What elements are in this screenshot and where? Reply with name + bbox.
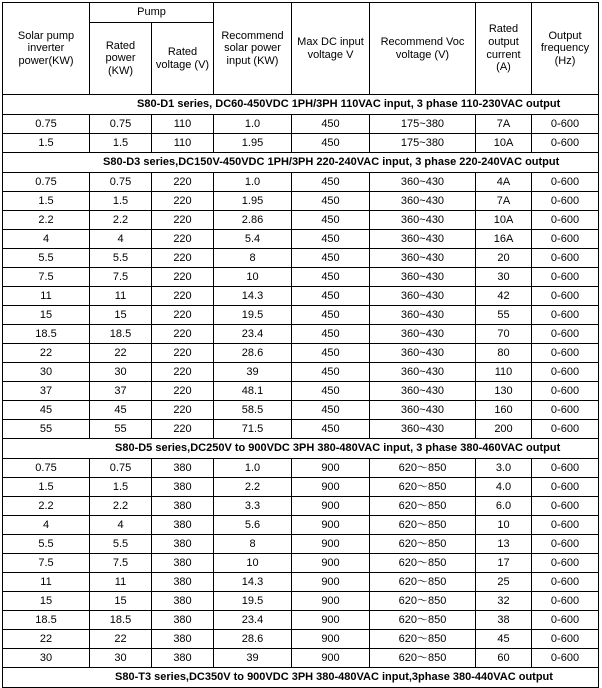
table-cell: 620～850 xyxy=(370,497,476,516)
table-cell: 450 xyxy=(292,287,370,306)
table-row xyxy=(3,173,599,192)
table-cell: 60 xyxy=(476,649,532,668)
table-cell: 380 xyxy=(152,649,214,668)
table-cell: 0.75 xyxy=(3,459,90,478)
table-cell: 5.6 xyxy=(214,516,292,535)
table-cell: 1.5 xyxy=(3,134,90,153)
table-cell: 58.5 xyxy=(214,401,292,420)
table-cell: 22 xyxy=(3,630,90,649)
table-cell: 380 xyxy=(152,459,214,478)
table-cell: 450 xyxy=(292,249,370,268)
header-recommend-voc: Recommend Voc voltage (V) xyxy=(370,3,476,95)
table-cell: 900 xyxy=(292,535,370,554)
table-cell: 0-600 xyxy=(532,401,599,420)
table-cell: 2.2 xyxy=(3,211,90,230)
table-cell: 4.0 xyxy=(476,478,532,497)
table-cell: 1.5 xyxy=(90,478,152,497)
table-cell: 0-600 xyxy=(532,592,599,611)
table-cell: 360~430 xyxy=(370,344,476,363)
table-cell: 25 xyxy=(476,573,532,592)
table-cell: 2.2 xyxy=(3,497,90,516)
table-cell: 8 xyxy=(214,249,292,268)
table-cell: 450 xyxy=(292,420,370,439)
table-cell: 30 xyxy=(90,649,152,668)
table-cell: 18.5 xyxy=(3,611,90,630)
table-cell: 0-600 xyxy=(532,230,599,249)
table-cell: 110 xyxy=(476,363,532,382)
table-cell: 0-600 xyxy=(532,611,599,630)
table-cell: 7.5 xyxy=(3,554,90,573)
table-cell: 1.5 xyxy=(90,134,152,153)
table-cell: 18.5 xyxy=(90,611,152,630)
table-cell: 620～850 xyxy=(370,611,476,630)
table-cell: 3.0 xyxy=(476,459,532,478)
section-header-row xyxy=(3,95,599,115)
table-cell: 380 xyxy=(152,611,214,630)
table-row xyxy=(3,649,599,668)
table-cell: 10A xyxy=(476,211,532,230)
table-cell: 620～850 xyxy=(370,459,476,478)
table-cell: 360~430 xyxy=(370,420,476,439)
table-row xyxy=(3,306,599,325)
table-row xyxy=(3,211,599,230)
table-cell: 380 xyxy=(152,630,214,649)
table-cell: 0-600 xyxy=(532,325,599,344)
table-cell: 450 xyxy=(292,401,370,420)
table-cell: 2.2 xyxy=(214,478,292,497)
table-cell: 450 xyxy=(292,115,370,134)
header-rated-voltage: Rated voltage (V) xyxy=(152,23,214,95)
table-cell: 450 xyxy=(292,134,370,153)
table-cell: 220 xyxy=(152,173,214,192)
section-header-row xyxy=(3,153,599,173)
table-cell: 450 xyxy=(292,173,370,192)
table-cell: 620～850 xyxy=(370,649,476,668)
table-cell: 0-600 xyxy=(532,363,599,382)
table-cell: 0-600 xyxy=(532,306,599,325)
section-header-row xyxy=(3,668,599,688)
table-cell: 13 xyxy=(476,535,532,554)
header-recommend-solar: Recommend solar power input (KW) xyxy=(214,3,292,95)
table-cell: 6.0 xyxy=(476,497,532,516)
table-cell: 110 xyxy=(152,115,214,134)
header-rated-power: Rated power (KW) xyxy=(90,23,152,95)
table-cell: 15 xyxy=(90,592,152,611)
table-cell: 0.75 xyxy=(3,115,90,134)
table-cell: 0-600 xyxy=(532,344,599,363)
table-cell: 10 xyxy=(214,554,292,573)
table-cell: 11 xyxy=(90,573,152,592)
table-cell: 5.5 xyxy=(90,249,152,268)
table-cell: 0-600 xyxy=(532,516,599,535)
table-cell: 0-600 xyxy=(532,268,599,287)
table-cell: 2.2 xyxy=(90,497,152,516)
table-cell: 0.75 xyxy=(90,115,152,134)
table-cell: 0-600 xyxy=(532,173,599,192)
table-cell: 1.0 xyxy=(214,115,292,134)
table-cell: 130 xyxy=(476,382,532,401)
table-cell: 620～850 xyxy=(370,535,476,554)
table-row xyxy=(3,287,599,306)
table-cell: 1.5 xyxy=(3,192,90,211)
table-cell: 380 xyxy=(152,554,214,573)
table-cell: 0-600 xyxy=(532,211,599,230)
table-cell: 380 xyxy=(152,592,214,611)
table-cell: 620～850 xyxy=(370,630,476,649)
table-cell: 23.4 xyxy=(214,611,292,630)
table-row xyxy=(3,134,599,153)
table-cell: 0.75 xyxy=(90,173,152,192)
table-cell: 220 xyxy=(152,382,214,401)
table-cell: 1.95 xyxy=(214,192,292,211)
table-row xyxy=(3,401,599,420)
table-cell: 900 xyxy=(292,497,370,516)
table-cell: 0-600 xyxy=(532,554,599,573)
table-cell: 5.5 xyxy=(90,535,152,554)
table-cell: 28.6 xyxy=(214,630,292,649)
table-cell: 16A xyxy=(476,230,532,249)
table-cell: 55 xyxy=(90,420,152,439)
table-cell: 220 xyxy=(152,363,214,382)
table-row xyxy=(3,325,599,344)
table-row xyxy=(3,363,599,382)
table-cell: 30 xyxy=(90,363,152,382)
table-cell: 160 xyxy=(476,401,532,420)
table-cell: 22 xyxy=(90,630,152,649)
table-cell: 360~430 xyxy=(370,249,476,268)
table-cell: 4 xyxy=(3,230,90,249)
table-cell: 71.5 xyxy=(214,420,292,439)
section-title: S80-T3 series,DC350V to 900VDC 3PH 380-480VAC input,3phase 380-440VAC output xyxy=(3,668,599,688)
table-cell: 5.4 xyxy=(214,230,292,249)
table-row xyxy=(3,630,599,649)
table-cell: 900 xyxy=(292,649,370,668)
table-cell: 360~430 xyxy=(370,287,476,306)
header-max-dc: Max DC input voltage V xyxy=(292,3,370,95)
table-cell: 10 xyxy=(476,516,532,535)
table-cell: 15 xyxy=(3,592,90,611)
table-cell: 30 xyxy=(476,268,532,287)
table-cell: 37 xyxy=(90,382,152,401)
table-cell: 380 xyxy=(152,516,214,535)
table-cell: 22 xyxy=(90,344,152,363)
table-cell: 450 xyxy=(292,306,370,325)
table-cell: 0-600 xyxy=(532,649,599,668)
table-cell: 5.5 xyxy=(3,535,90,554)
table-cell: 360~430 xyxy=(370,173,476,192)
table-cell: 175~380 xyxy=(370,115,476,134)
header-pump: Pump xyxy=(90,3,214,23)
header-inverter-power: Solar pump inverter power(KW) xyxy=(3,3,90,95)
table-cell: 900 xyxy=(292,516,370,535)
table-cell: 360~430 xyxy=(370,382,476,401)
table-cell: 17 xyxy=(476,554,532,573)
table-cell: 220 xyxy=(152,211,214,230)
table-cell: 42 xyxy=(476,287,532,306)
section-title: S80-D5 series,DC250V to 900VDC 3PH 380-480VAC input, 3 phase 380-460VAC output xyxy=(3,439,599,459)
table-cell: 360~430 xyxy=(370,211,476,230)
table-row xyxy=(3,249,599,268)
table-cell: 37 xyxy=(3,382,90,401)
table-cell: 0.75 xyxy=(3,173,90,192)
table-cell: 23.4 xyxy=(214,325,292,344)
table-cell: 4A xyxy=(476,173,532,192)
table-cell: 0-600 xyxy=(532,459,599,478)
table-cell: 0-600 xyxy=(532,630,599,649)
table-cell: 0-600 xyxy=(532,287,599,306)
table-cell: 1.5 xyxy=(3,478,90,497)
table-cell: 10 xyxy=(214,268,292,287)
header-rated-current: Rated output current (A) xyxy=(476,3,532,95)
table-cell: 38 xyxy=(476,611,532,630)
table-row xyxy=(3,192,599,211)
table-cell: 450 xyxy=(292,325,370,344)
table-cell: 1.0 xyxy=(214,459,292,478)
table-cell: 380 xyxy=(152,497,214,516)
table-cell: 55 xyxy=(3,420,90,439)
table-cell: 220 xyxy=(152,401,214,420)
table-row xyxy=(3,230,599,249)
table-cell: 110 xyxy=(152,134,214,153)
spec-table-body xyxy=(3,95,599,688)
table-row xyxy=(3,592,599,611)
table-cell: 0-600 xyxy=(532,134,599,153)
table-cell: 18.5 xyxy=(90,325,152,344)
table-cell: 11 xyxy=(3,573,90,592)
table-cell: 11 xyxy=(90,287,152,306)
table-cell: 450 xyxy=(292,382,370,401)
table-cell: 0-600 xyxy=(532,192,599,211)
table-cell: 360~430 xyxy=(370,230,476,249)
table-row xyxy=(3,382,599,401)
table-row xyxy=(3,516,599,535)
header-output-frequency: Output frequency (Hz) xyxy=(532,3,599,95)
table-cell: 1.5 xyxy=(90,192,152,211)
table-cell: 450 xyxy=(292,268,370,287)
table-cell: 450 xyxy=(292,192,370,211)
table-cell: 360~430 xyxy=(370,401,476,420)
table-cell: 220 xyxy=(152,344,214,363)
table-row xyxy=(3,497,599,516)
table-cell: 900 xyxy=(292,478,370,497)
table-cell: 220 xyxy=(152,420,214,439)
spec-table-container xyxy=(2,2,599,688)
table-row xyxy=(3,535,599,554)
table-cell: 55 xyxy=(476,306,532,325)
table-cell: 220 xyxy=(152,287,214,306)
table-row xyxy=(3,573,599,592)
table-cell: 450 xyxy=(292,344,370,363)
table-cell: 80 xyxy=(476,344,532,363)
table-cell: 360~430 xyxy=(370,363,476,382)
table-cell: 360~430 xyxy=(370,306,476,325)
table-cell: 5.5 xyxy=(3,249,90,268)
table-row xyxy=(3,115,599,134)
table-cell: 45 xyxy=(476,630,532,649)
table-cell: 900 xyxy=(292,630,370,649)
table-cell: 4 xyxy=(90,516,152,535)
table-cell: 360~430 xyxy=(370,268,476,287)
table-cell: 380 xyxy=(152,478,214,497)
table-cell: 0-600 xyxy=(532,420,599,439)
section-header-row xyxy=(3,439,599,459)
table-cell: 7.5 xyxy=(3,268,90,287)
table-cell: 70 xyxy=(476,325,532,344)
table-cell: 0-600 xyxy=(532,535,599,554)
table-cell: 7.5 xyxy=(90,554,152,573)
table-cell: 20 xyxy=(476,249,532,268)
table-cell: 3.3 xyxy=(214,497,292,516)
table-cell: 18.5 xyxy=(3,325,90,344)
table-cell: 1.95 xyxy=(214,134,292,153)
table-cell: 10A xyxy=(476,134,532,153)
table-cell: 220 xyxy=(152,249,214,268)
section-title: S80-D3 series,DC150V-450VDC 1PH/3PH 220-240VAC input, 3 phase 220-240VAC output xyxy=(3,153,599,173)
table-cell: 0-600 xyxy=(532,249,599,268)
table-cell: 620～850 xyxy=(370,592,476,611)
spec-table xyxy=(2,2,599,688)
table-cell: 620～850 xyxy=(370,516,476,535)
table-cell: 0-600 xyxy=(532,497,599,516)
table-cell: 2.2 xyxy=(90,211,152,230)
table-cell: 45 xyxy=(90,401,152,420)
table-cell: 0-600 xyxy=(532,382,599,401)
table-cell: 11 xyxy=(3,287,90,306)
table-cell: 14.3 xyxy=(214,573,292,592)
table-cell: 1.0 xyxy=(214,173,292,192)
table-cell: 7.5 xyxy=(90,268,152,287)
table-row xyxy=(3,420,599,439)
table-cell: 175~380 xyxy=(370,134,476,153)
table-cell: 620～850 xyxy=(370,478,476,497)
table-cell: 4 xyxy=(90,230,152,249)
table-cell: 900 xyxy=(292,554,370,573)
section-title: S80-D1 series, DC60-450VDC 1PH/3PH 110VAC input, 3 phase 110-230VAC output xyxy=(3,95,599,115)
table-cell: 620～850 xyxy=(370,573,476,592)
table-row xyxy=(3,268,599,287)
table-cell: 45 xyxy=(3,401,90,420)
table-cell: 15 xyxy=(3,306,90,325)
table-cell: 15 xyxy=(90,306,152,325)
table-cell: 220 xyxy=(152,192,214,211)
table-cell: 19.5 xyxy=(214,592,292,611)
table-cell: 200 xyxy=(476,420,532,439)
table-cell: 14.3 xyxy=(214,287,292,306)
table-cell: 220 xyxy=(152,325,214,344)
table-cell: 7A xyxy=(476,192,532,211)
table-row xyxy=(3,554,599,573)
table-cell: 220 xyxy=(152,306,214,325)
table-cell: 48.1 xyxy=(214,382,292,401)
table-cell: 32 xyxy=(476,592,532,611)
table-cell: 7A xyxy=(476,115,532,134)
table-cell: 28.6 xyxy=(214,344,292,363)
table-cell: 30 xyxy=(3,363,90,382)
table-cell: 2.86 xyxy=(214,211,292,230)
table-cell: 380 xyxy=(152,573,214,592)
table-cell: 620～850 xyxy=(370,554,476,573)
table-cell: 900 xyxy=(292,592,370,611)
table-cell: 22 xyxy=(3,344,90,363)
table-cell: 220 xyxy=(152,230,214,249)
table-cell: 19.5 xyxy=(214,306,292,325)
table-row xyxy=(3,344,599,363)
table-cell: 450 xyxy=(292,363,370,382)
table-cell: 900 xyxy=(292,459,370,478)
table-cell: 0-600 xyxy=(532,115,599,134)
table-cell: 30 xyxy=(3,649,90,668)
table-cell: 4 xyxy=(3,516,90,535)
table-cell: 220 xyxy=(152,268,214,287)
table-row xyxy=(3,611,599,630)
table-cell: 0-600 xyxy=(532,573,599,592)
table-cell: 380 xyxy=(152,535,214,554)
table-cell: 450 xyxy=(292,230,370,249)
table-row xyxy=(3,459,599,478)
table-cell: 0.75 xyxy=(90,459,152,478)
table-cell: 450 xyxy=(292,211,370,230)
table-cell: 900 xyxy=(292,573,370,592)
table-cell: 39 xyxy=(214,649,292,668)
table-row xyxy=(3,478,599,497)
table-cell: 360~430 xyxy=(370,192,476,211)
table-cell: 8 xyxy=(214,535,292,554)
table-cell: 900 xyxy=(292,611,370,630)
table-cell: 360~430 xyxy=(370,325,476,344)
table-cell: 0-600 xyxy=(532,478,599,497)
table-cell: 39 xyxy=(214,363,292,382)
